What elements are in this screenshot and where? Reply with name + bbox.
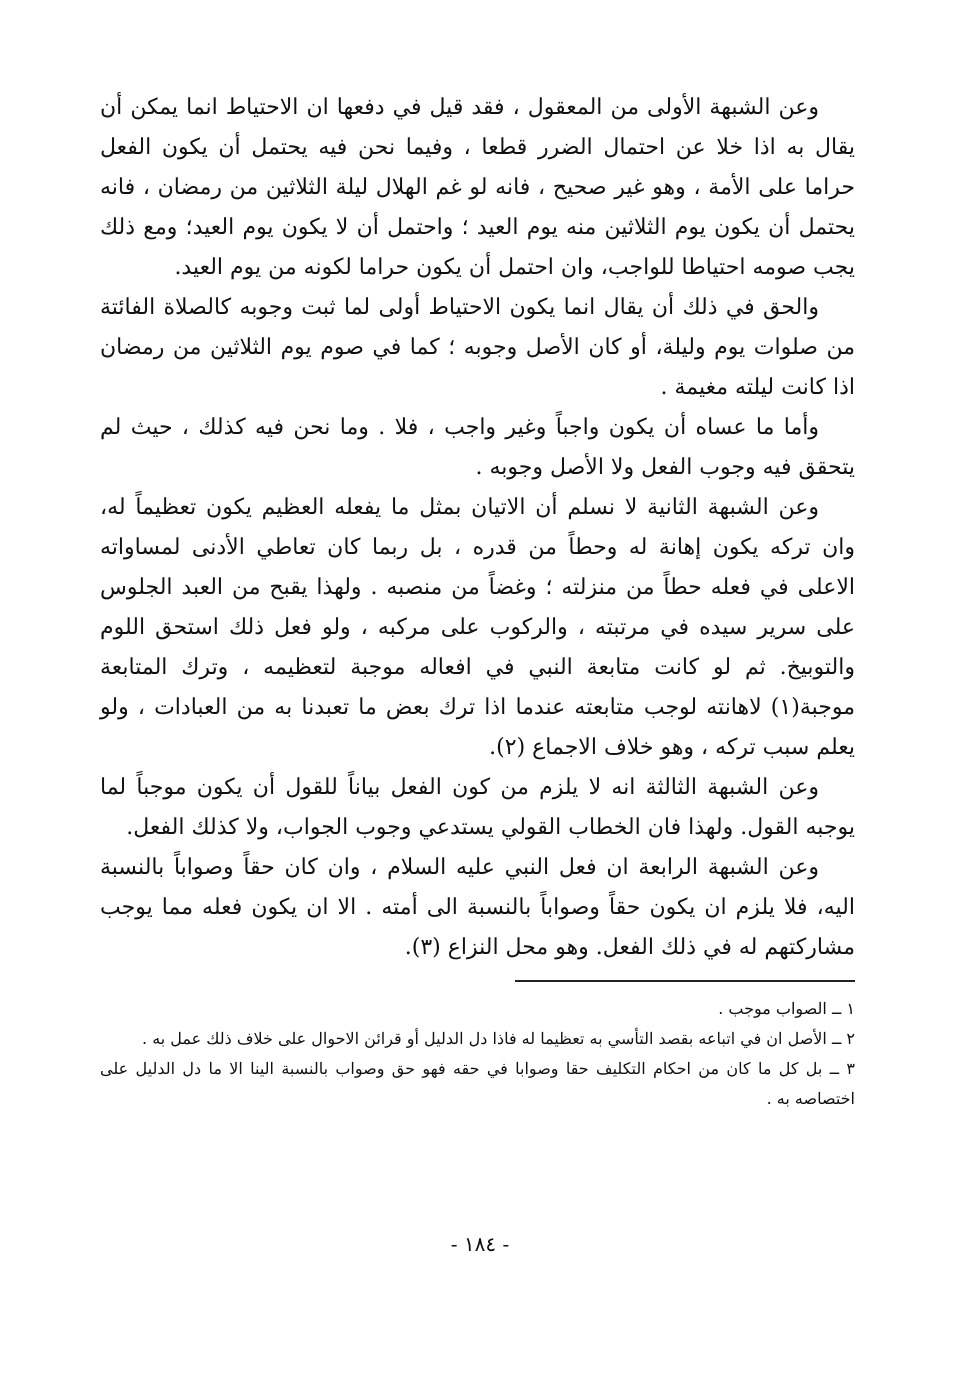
footnotes <box>100 994 855 1114</box>
footnote-3: ٣ ــ بل كل ما كان من احكام التكليف حقا وصوابا في حقه فهو حق وصواب بالنسبة الينا الا ما دل الدليل على اختصاصه به . <box>100 1059 855 1108</box>
paragraph-3: وأما ما عساه أن يكون واجباً وغير واجب ، فلا . وما نحن فيه كذلك ، حيث لم يتحقق فيه وجوب الفعل ولا الأصل وجوبه . <box>100 415 855 480</box>
paragraph-6: وعن الشبهة الرابعة ان فعل النبي عليه السلام ، وان كان حقاً وصواباً بالنسبة اليه، فلا يلزم ان يكون حقاً وصواباً بالنسبة الى أمته . الا ان يكون فعله مما يوجب مشاركتهم له في ذلك الفعل. وهو محل النزاع (٣). <box>100 855 855 960</box>
paragraph-5: وعن الشبهة الثالثة انه لا يلزم من كون الفعل بياناً للقول أن يكون موجباً لما يوجبه القول. ولهذا فان الخطاب القولي يستدعي وجوب الجواب، ولا كذلك الفعل. <box>100 775 855 840</box>
footnote-2: ٢ ــ الأصل ان في اتباعه بقصد التأسي به تعظيما له فاذا دل الدليل أو قرائن الاحوال على خلاف ذلك عمل به . <box>142 1029 855 1048</box>
paragraph-2: والحق في ذلك أن يقال انما يكون الاحتياط أولى لما ثبت وجوبه كالصلاة الفائتة من صلوات يوم وليلة، أو كان الأصل وجوبه ؛ كما في صوم يوم الثلاثين من رمضان اذا كانت ليلته مغيمة . <box>100 295 855 400</box>
paragraph-1: وعن الشبهة الأولى من المعقول ، فقد قيل في دفعها ان الاحتياط انما يمكن أن يقال به اذا خلا عن احتمال الضرر قطعا ، وفيما نحن فيه يحتمل أن يكون الفعل حراما على الأمة ، وهو غير صحيح ، فانه لو غم الهلال ليلة الثلاثين من رمضان ، فانه يحتمل أن يكون يوم الثلاثين منه يوم العيد ؛ واحتمل أن لا يكون يوم العيد؛ ومع ذلك يجب صومه احتياطا للواجب، وان احتمل أن يكون حراما لكونه من يوم العيد. <box>100 95 855 280</box>
footnote-1: ١ ــ الصواب موجب . <box>718 999 855 1018</box>
body-text <box>100 88 855 968</box>
footnote-divider <box>515 980 855 982</box>
page-number: - ١٨٤ - <box>450 1232 510 1256</box>
paragraph-4: وعن الشبهة الثانية لا نسلم أن الاتيان بمثل ما يفعله العظيم يكون تعظيماً له، وان تركه يكون إهانة له وحطاً من قدره ، بل ربما كان تعاطي الأدنى لمساواته الاعلى في فعله حطاً من منزلته ؛ وغضاً من منصبه . ولهذا يقبح من العبد الجلوس على سرير سيده في مرتبته ، والركوب على مركبه ، ولو فعل ذلك استحق اللوم والتوبيخ. ثم لو كانت متابعة النبي في افعاله موجبة لتعظيمه ، وترك المتابعة موجبة(١) لاهانته لوجب متابعته عندما اذا ترك بعض ما تعبدنا به من العبادات ، ولو يعلم سبب تركه ، وهو خلاف الاجماع (٢). <box>100 495 855 760</box>
